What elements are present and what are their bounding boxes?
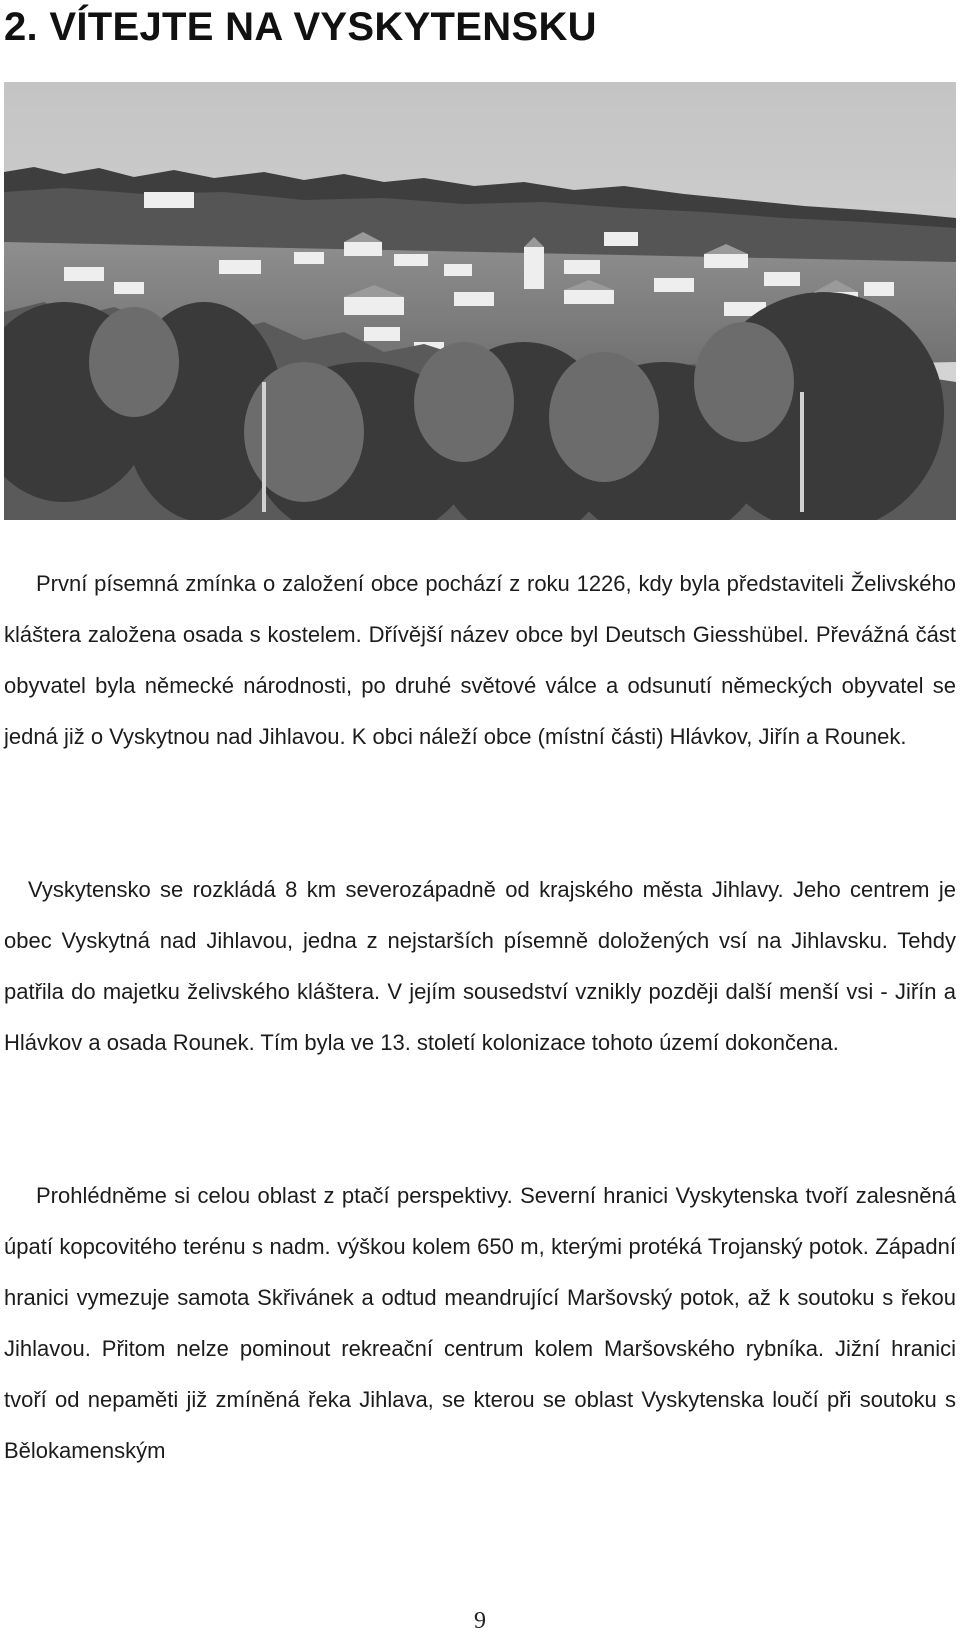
page-number: 9 <box>474 1608 486 1634</box>
village-photo <box>4 82 956 520</box>
paragraph-borders: Prohlédněme si celou oblast z ptačí perspektivy. Severní hranici Vyskytenska tvoří zalesněná úpatí kopcovitého terénu s nadm. výškou kolem 650 m, kterými protéká Trojanský potok. Západní hranici vymezuje samota Skřivánek a odtud meandrující Maršovský potok, až k soutoku s řekou Jihlavou. Přitom nelze pominout rekreační centrum kolem Maršovského rybníka. Jižní hranici tvoří od nepaměti již zmíněná řeka Jihlava, se kterou se oblast Vyskytenska loučí při soutoku s Bělokamenským <box>4 1183 956 1463</box>
paragraph-location: Vyskytensko se rozkládá 8 km severozápadně od krajského města Jihlavy. Jeho centrem je obec Vyskytná nad Jihlavou, jedna z nejstarších písemně doložených vsí na Jihlavsku. Tehdy patřila do majetku želivského kláštera. V jejím sousedství vznikly později další menší vsi - Jiřín a Hlávkov a osada Rounek. Tím byla ve 13. století kolonizace tohoto území dokončena. <box>4 877 956 1055</box>
page-title: 2. VÍTEJTE NA VYSKYTENSKU <box>4 5 597 49</box>
paragraph-history: První písemná zmínka o založení obce pochází z roku 1226, kdy byla představiteli Želivského kláštera založena osada s kostelem. Dřívější název obce byl Deutsch Giesshübel. Převážná část obyvatel byla německé národnosti, po druhé světové válce a odsunutí německých obyvatel se jedná již o Vyskytnou nad Jihlavou. K obci náleží obce (místní části) Hlávkov, Jiřín a Rounek. <box>4 571 956 749</box>
village-photo-image <box>4 82 956 520</box>
